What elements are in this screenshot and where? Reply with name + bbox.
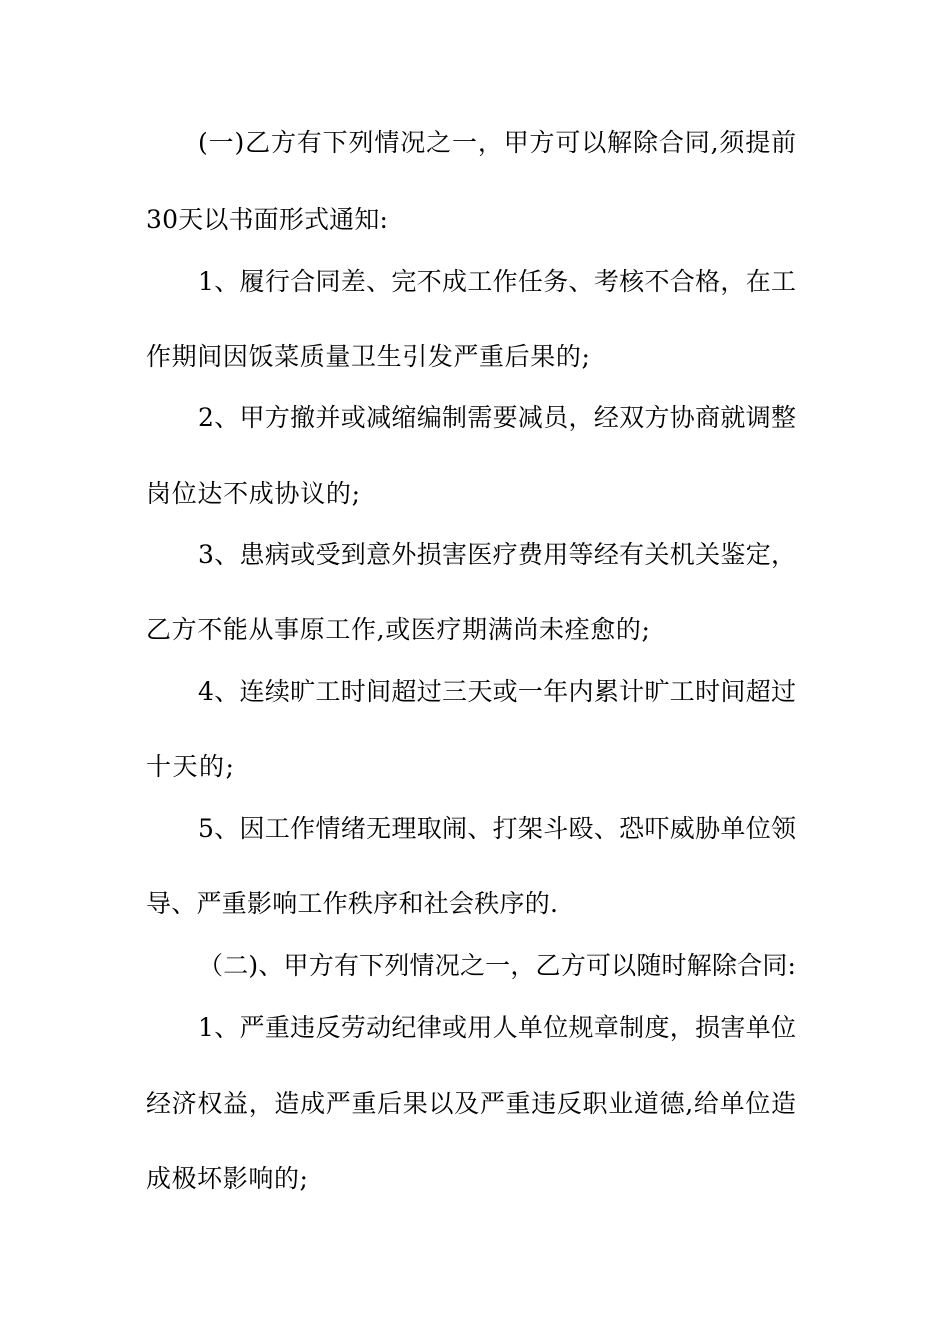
line-text: 4、连续旷工时间超过三天或一年内累计旷工时间超过 xyxy=(198,677,797,706)
line-text: (一)乙方有下列情况之一，甲方可以解除合同,须提前 xyxy=(198,128,797,157)
line-text: 岗位达不成协议的; xyxy=(146,479,361,508)
line-text: 1、严重违反劳动纪律或用人单位规章制度，损害单位 xyxy=(198,1013,797,1042)
line-text: 十天的; xyxy=(146,752,236,781)
line-text: 30天以书面形式通知: xyxy=(146,205,389,234)
paragraph-line xyxy=(0,339,950,375)
paragraph-line xyxy=(0,1086,950,1122)
line-text: 2、甲方撤并或减缩编制需要减员，经双方协商就调整 xyxy=(198,403,797,432)
line-text: 成极坏影响的; xyxy=(146,1164,309,1193)
line-text: 1、履行合同差、完不成工作任务、考核不合格，在工 xyxy=(198,267,797,296)
paragraph-line xyxy=(0,811,950,847)
paragraph-line xyxy=(0,1010,950,1046)
paragraph-line xyxy=(0,476,950,512)
paragraph-line xyxy=(0,612,950,648)
paragraph-line xyxy=(0,537,950,573)
paragraph-line xyxy=(0,749,950,785)
paragraph-line xyxy=(0,125,950,161)
line-text: 乙方不能从事原工作,或医疗期满尚未痊愈的; xyxy=(146,615,651,644)
paragraph-line xyxy=(0,202,950,238)
line-text: （二)、甲方有下列情况之一，乙方可以随时解除合同: xyxy=(198,951,797,980)
paragraph-line xyxy=(0,400,950,436)
line-text: 导、严重影响工作秩序和社会秩序的. xyxy=(146,889,559,918)
line-text: 5、因工作情绪无理取闹、打架斗殴、恐吓威胁单位领 xyxy=(198,814,797,843)
paragraph-line xyxy=(0,674,950,710)
line-text: 经济权益，造成严重后果以及严重违反职业道德,给单位造 xyxy=(146,1089,797,1118)
paragraph-line xyxy=(0,948,950,984)
paragraph-line xyxy=(0,264,950,300)
paragraph-line xyxy=(0,886,950,922)
paragraph-line xyxy=(0,1161,950,1197)
line-text: 3、患病或受到意外损害医疗费用等经有关机关鉴定， xyxy=(198,540,797,569)
line-text: 作期间因饭菜质量卫生引发严重后果的; xyxy=(146,342,591,371)
